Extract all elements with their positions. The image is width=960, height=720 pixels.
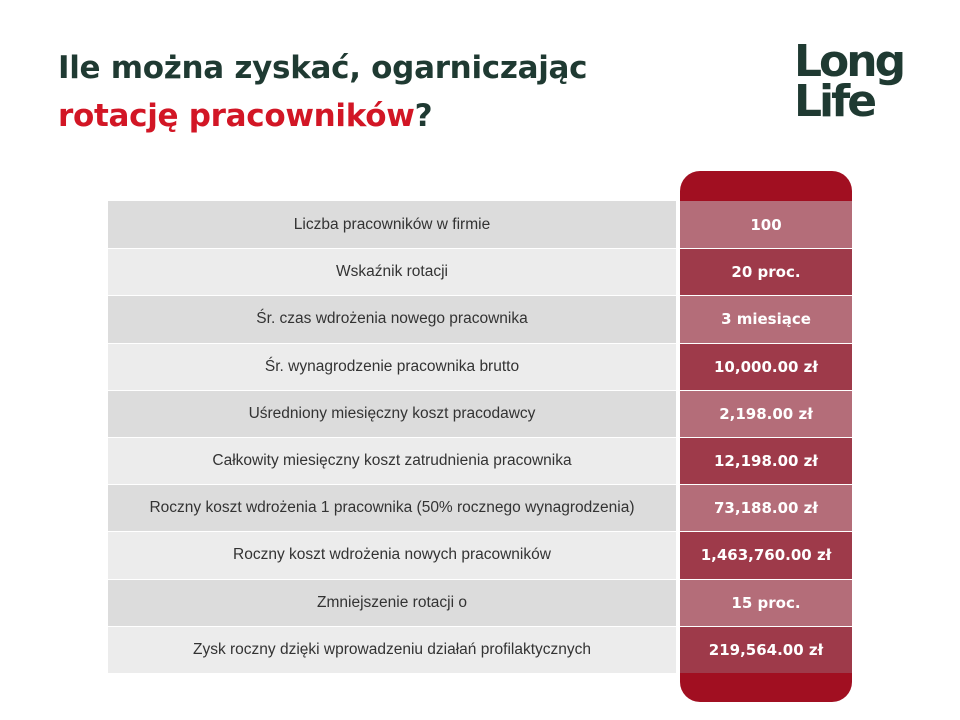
row-value: 15 proc. [680,579,852,626]
row-value: 73,188.00 zł [680,484,852,531]
row-value: 1,463,760.00 zł [680,531,852,578]
row-value: 10,000.00 zł [680,343,852,390]
table-row [108,295,852,342]
row-value: 3 miesiące [680,295,852,342]
logo-word-long: Long [794,36,904,87]
table-row [108,484,852,531]
table-row [108,579,852,626]
title-accent: rotację pracowników [58,98,415,134]
row-value: 219,564.00 zł [680,626,852,673]
row-label: Całkowity miesięczny koszt zatrudnienia pracownika [108,437,676,484]
row-label: Wskaźnik rotacji [108,248,676,295]
row-label: Zysk roczny dzięki wprowadzeniu działań profilaktycznych [108,626,676,673]
row-value: 2,198.00 zł [680,390,852,437]
row-label: Śr. czas wdrożenia nowego pracownika [108,295,676,342]
table-row [108,390,852,437]
table-row [108,626,852,673]
title-line-1: Ile można zyskać, ogarniczając [58,50,588,86]
table-row [108,437,852,484]
longlife-logo [790,36,920,130]
logo-word-life: Life [794,76,875,127]
row-label: Uśredniony miesięczny koszt pracodawcy [108,390,676,437]
row-value: 20 proc. [680,248,852,295]
row-value: 100 [680,201,852,248]
table-row [108,343,852,390]
row-value: 12,198.00 zł [680,437,852,484]
row-label: Śr. wynagrodzenie pracownika brutto [108,343,676,390]
cost-table [108,201,852,673]
row-label: Roczny koszt wdrożenia nowych pracowników [108,531,676,578]
table-row [108,201,852,248]
table-row [108,248,852,295]
row-label: Liczba pracowników w firmie [108,201,676,248]
row-label: Roczny koszt wdrożenia 1 pracownika (50% rocznego wynagrodzenia) [108,484,676,531]
table-row [108,531,852,578]
page-title [58,44,587,140]
title-question-mark: ? [414,98,433,134]
row-label: Zmniejszenie rotacji o [108,579,676,626]
